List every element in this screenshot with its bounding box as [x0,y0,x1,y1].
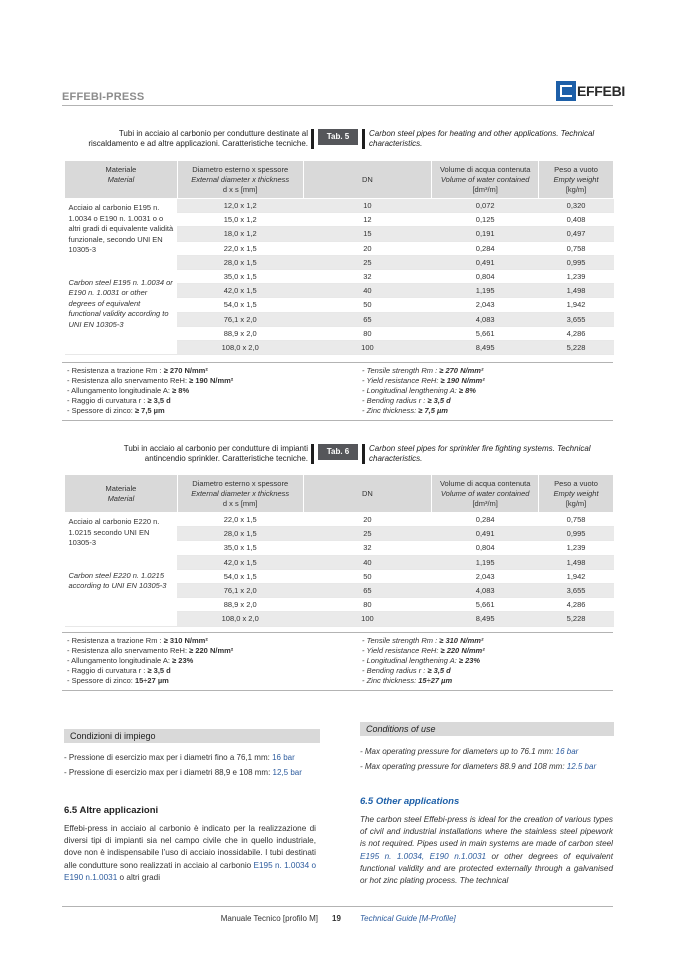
col-dn: DN [303,161,432,199]
footer-right: Technical Guide [M-Profile] [360,914,456,923]
property-item: - Zinc thickness: 15÷27 µm [362,676,453,685]
cell-weight: 4,286 [539,326,614,340]
material-it: Acciaio al carbonio E195 n. 1.0034 o E190 n. 1.0031 o o altri gradi di equivalente validità funzionale, secondo UNI EN 10305-3 [68,203,174,254]
cell-diameter: 22,0 x 1,5 [177,241,303,255]
property-item: - Bending radius r : ≥ 3,5 d [362,396,451,405]
tab6-bar-right [362,444,365,464]
cell-volume: 2,043 [432,569,539,583]
cell-weight: 1,942 [539,569,614,583]
col-diameter: Diametro esterno x spessore External diameter x thickness d x s [mm] [177,475,303,513]
property-item: - Resistenza allo snervamento ReH: ≥ 190 N/mm² [67,376,234,385]
cell-volume: 0,804 [432,269,539,283]
cell-dn: 32 [303,541,432,555]
cell-diameter: 54,0 x 1,5 [177,569,303,583]
cell-weight: 0,320 [539,199,614,213]
table-row [65,513,614,527]
cell-dn: 50 [303,569,432,583]
condition-item: - Max operating pressure for diameters 88.9 and 108 mm: 12.5 bar [360,762,597,771]
tab6-properties-it [67,636,327,686]
cell-diameter: 108,0 x 2,0 [177,612,303,626]
property-item: - Tensile strength Rm : ≥ 310 N/mm² [362,636,484,645]
property-item: - Resistenza a trazione Rm : ≥ 310 N/mm² [67,636,208,645]
property-item: - Longitudinal lengthening A: ≥ 23% [362,656,481,665]
tab5-properties-it [67,366,327,416]
conditions-title-it: Condizioni di impiego [64,729,320,743]
tab5-props-rule [62,362,613,363]
col-volume: Volume di acqua contenuta Volume of water contained [dm³/m] [432,475,539,513]
cell-volume: 0,072 [432,199,539,213]
cell-weight: 5,228 [539,612,614,626]
section-heading-it: 6.5 Altre applicazioni [64,805,159,816]
footer-left: Manuale Tecnico [profilo M] [220,914,318,923]
condition-item: - Pressione di esercizio max per i diametri 88,9 e 108 mm: 12,5 bar [64,768,302,777]
cell-diameter: 54,0 x 1,5 [177,298,303,312]
cell-dn: 12 [303,213,432,227]
tab5-bar-left [311,129,314,149]
cell-weight: 1,239 [539,541,614,555]
cell-weight: 0,995 [539,255,614,269]
tab6-bottom-rule [62,690,613,691]
property-item: - Allungamento longitudinale A: ≥ 23% [67,656,194,665]
tab6-header-row [65,475,614,513]
col-material: Materiale Material [65,475,178,513]
cell-dn: 65 [303,583,432,597]
cell-volume: 0,191 [432,227,539,241]
property-item: - Longitudinal lengthening A: ≥ 8% [362,386,476,395]
col-dn: DN [303,475,432,513]
cell-volume: 0,284 [432,241,539,255]
cell-volume: 0,804 [432,541,539,555]
cell-diameter: 42,0 x 1,5 [177,555,303,569]
col-weight: Peso a vuoto Empty weight [kg/m] [539,475,614,513]
logo-mark-icon [556,81,576,101]
cell-volume: 1,195 [432,284,539,298]
cell-dn: 100 [303,612,432,626]
property-item: - Spessore di zinco: ≥ 7,5 µm [67,406,165,415]
cell-diameter: 88,9 x 2,0 [177,326,303,340]
cell-volume: 8,495 [432,612,539,626]
cell-weight: 0,497 [539,227,614,241]
col-volume: Volume di acqua contenuta Volume of water contained [dm³/m] [432,161,539,199]
cell-weight: 1,239 [539,269,614,283]
property-item: - Raggio di curvatura r : ≥ 3,5 d [67,666,171,675]
cell-weight: 3,655 [539,583,614,597]
cell-weight: 1,498 [539,555,614,569]
conditions-list-it [64,750,324,780]
cell-volume: 0,125 [432,213,539,227]
cell-volume: 0,284 [432,513,539,527]
cell-diameter: 18,0 x 1,2 [177,227,303,241]
cell-volume: 0,491 [432,527,539,541]
tab5-header-row [65,161,614,199]
tab5-bar-right [362,129,365,149]
tab5-table [64,160,614,355]
col-weight: Peso a vuoto Empty weight [kg/m] [539,161,614,199]
cell-weight: 0,995 [539,527,614,541]
cell-volume: 5,661 [432,598,539,612]
tab6-props-rule [62,632,613,633]
material-cell [65,199,178,355]
property-item: - Resistenza a trazione Rm : ≥ 270 N/mm² [67,366,208,375]
condition-item: - Pressione di esercizio max per i diametri fino a 76,1 mm: 16 bar [64,753,295,762]
cell-weight: 3,655 [539,312,614,326]
tab6-title-it: Tubi in acciaio al carbonio per condutture di impianti antincendio sprinkler. Caratteristiche tecniche. [123,444,308,463]
cell-dn: 40 [303,555,432,569]
material-en: Carbon steel E195 n. 1.0034 or E190 n. 1.0031 or other degrees of equivalent functional validity according to UNI EN 10305-3 [68,277,173,329]
cell-dn: 25 [303,255,432,269]
property-item: - Spessore di zinco: 15÷27 µm [67,676,169,685]
tab5-bottom-rule [62,420,613,421]
section-text-it: Effebi-press in acciaio al carbonio è indicato per la realizzazione di diversi tipi di impianti sia nel campo civile che in quello industriale, dove non è indispensabile l’uso di acciaio inossidabile. I tubi destinati alle condutture sono realizzati in acciaio al carbonio E195 n. 1.0034 o E190 n.1.0031 o altri gradi [64,824,316,882]
cell-diameter: 76,1 x 2,0 [177,312,303,326]
cell-diameter: 28,0 x 1,5 [177,255,303,269]
cell-volume: 4,083 [432,312,539,326]
cell-weight: 5,228 [539,340,614,354]
cell-volume: 8,495 [432,340,539,354]
property-item: - Yield resistance ReH: ≥ 190 N/mm² [362,376,485,385]
cell-dn: 100 [303,340,432,354]
cell-diameter: 12,0 x 1,2 [177,199,303,213]
tab5-title-en: Carbon steel pipes for heating and other applications. Technical characteristics. [369,129,595,148]
cell-diameter: 42,0 x 1,5 [177,284,303,298]
tab6-properties-en [362,636,612,686]
cell-weight: 1,942 [539,298,614,312]
cell-dn: 20 [303,513,432,527]
tab6-badge: Tab. 6 [318,444,358,460]
cell-weight: 0,758 [539,241,614,255]
property-item: - Tensile strength Rm : ≥ 270 N/mm² [362,366,484,375]
tab6-table [64,474,614,627]
cell-diameter: 15,0 x 1,2 [177,213,303,227]
cell-diameter: 22,0 x 1,5 [177,513,303,527]
section-heading-en: 6.5 Other applications [360,796,460,807]
section-text-en: The carbon steel Effebi-press is ideal for the creation of various types of civil and industrial installations where the stainless steel pipework is not required. Pipes used in main systems are made of carbon steel E195 n. 1.0034, E190 n.1.0031 or other degrees of equivalent functional validity and are protected externally through a galvanised or hot zinc plating process. The technical [360,815,613,886]
tab5-title-it: Tubi in acciaio al carbonio per condutture destinate al riscaldamento e ad altre applicazioni. Caratteristiche tecniche. [88,129,308,148]
cell-diameter: 88,9 x 2,0 [177,598,303,612]
cell-dn: 50 [303,298,432,312]
material-en: Carbon steel E220 n. 1.0215 according to UNI EN 10305-3 [68,570,167,590]
conditions-title-en: Conditions of use [360,722,614,736]
cell-weight: 0,758 [539,513,614,527]
tab5-badge: Tab. 5 [318,129,358,145]
material-cell [65,513,178,627]
cell-dn: 25 [303,527,432,541]
property-item: - Zinc thickness: ≥ 7,5 µm [362,406,448,415]
cell-dn: 65 [303,312,432,326]
property-item: - Yield resistance ReH: ≥ 220 N/mm² [362,646,485,655]
logo-text: EFFEBI [577,83,625,99]
cell-dn: 80 [303,326,432,340]
col-diameter: Diametro esterno x spessore External diameter x thickness d x s [mm] [177,161,303,199]
property-item: - Raggio di curvatura r : ≥ 3,5 d [67,396,171,405]
cell-volume: 2,043 [432,298,539,312]
cell-diameter: 35,0 x 1,5 [177,269,303,283]
cell-diameter: 35,0 x 1,5 [177,541,303,555]
tab6-title-en: Carbon steel pipes for sprinkler fire fighting systems. Technical characteristics. [369,444,591,463]
cell-volume: 1,195 [432,555,539,569]
property-item: - Bending radius r : ≥ 3,5 d [362,666,451,675]
tab6-bar-left [311,444,314,464]
cell-volume: 4,083 [432,583,539,597]
cell-weight: 4,286 [539,598,614,612]
brand-name: EFFEBI-PRESS [62,91,145,103]
property-item: - Resistenza allo snervamento ReH: ≥ 220 N/mm² [67,646,234,655]
cell-volume: 5,661 [432,326,539,340]
tab5-properties-en [362,366,612,416]
material-it: Acciaio al carbonio E220 n. 1.0215 secondo UNI EN 10305-3 [68,517,160,547]
page-number: 19 [332,914,341,923]
cell-dn: 40 [303,284,432,298]
cell-volume: 0,491 [432,255,539,269]
cell-diameter: 28,0 x 1,5 [177,527,303,541]
cell-dn: 20 [303,241,432,255]
condition-item: - Max operating pressure for diameters up to 76.1 mm: 16 bar [360,747,579,756]
conditions-list-en [360,744,620,774]
property-item: - Allungamento longitudinale A: ≥ 8% [67,386,190,395]
footer-rule [62,906,613,907]
cell-dn: 15 [303,227,432,241]
cell-dn: 80 [303,598,432,612]
table-row [65,199,614,213]
col-material: Materiale Material [65,161,178,199]
cell-dn: 32 [303,269,432,283]
cell-dn: 10 [303,199,432,213]
header-rule [62,105,613,106]
cell-diameter: 108,0 x 2,0 [177,340,303,354]
effebi-logo [556,81,625,103]
cell-weight: 0,408 [539,213,614,227]
cell-weight: 1,498 [539,284,614,298]
cell-diameter: 76,1 x 2,0 [177,583,303,597]
